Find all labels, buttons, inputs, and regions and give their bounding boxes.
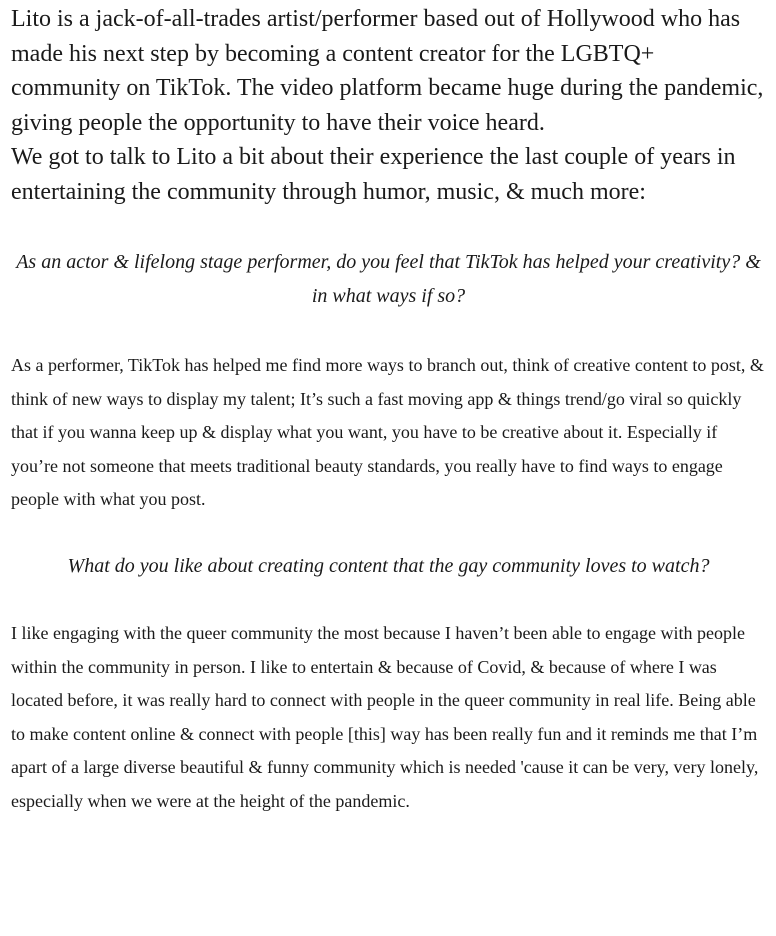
interview-answer: As a performer, TikTok has helped me find more ways to branch out, think of creative content to post, & think of new ways to display my talent; It’s such a fast moving app & things trend/go viral so quickly that if you wanna keep up & display what you want, you have to be creative about it. Especially if you’re not someone that meets traditional beauty standards, you really have to find ways to engage people with what you post.: [11, 355, 764, 509]
intro-paragraph: Lito is a jack-of-all-trades artist/performer based out of Hollywood who has made his next step by becoming a content creator for the LGBTQ+ community on TikTok. The video platform became huge during the pandemic, giving people the opportunity to have their voice heard.: [11, 6, 764, 136]
intro-paragraph: We got to talk to Lito a bit about their experience the last couple of years in entertaining the community through humor, music, & much more:: [11, 144, 736, 205]
interview-question: What do you like about creating content that the gay community loves to watch?: [67, 554, 710, 577]
interview-question: As an actor & lifelong stage performer, do you feel that TikTok has helped your creativity? & in what ways if so?: [16, 251, 761, 307]
article-intro: [11, 2, 766, 209]
interview-answer: I like engaging with the queer community the most because I haven’t been able to engage with people within the community in person. I like to entertain & because of Covid, & because of where I was located before, it was really hard to connect with people in the queer community in real life. Being able to make content online & connect with people [this] way has been really fun and it reminds me that I’m apart of a large diverse beautiful & funny community which is needed 'cause it can be very, very lonely, especially when we were at the height of the pandemic.: [11, 623, 759, 811]
